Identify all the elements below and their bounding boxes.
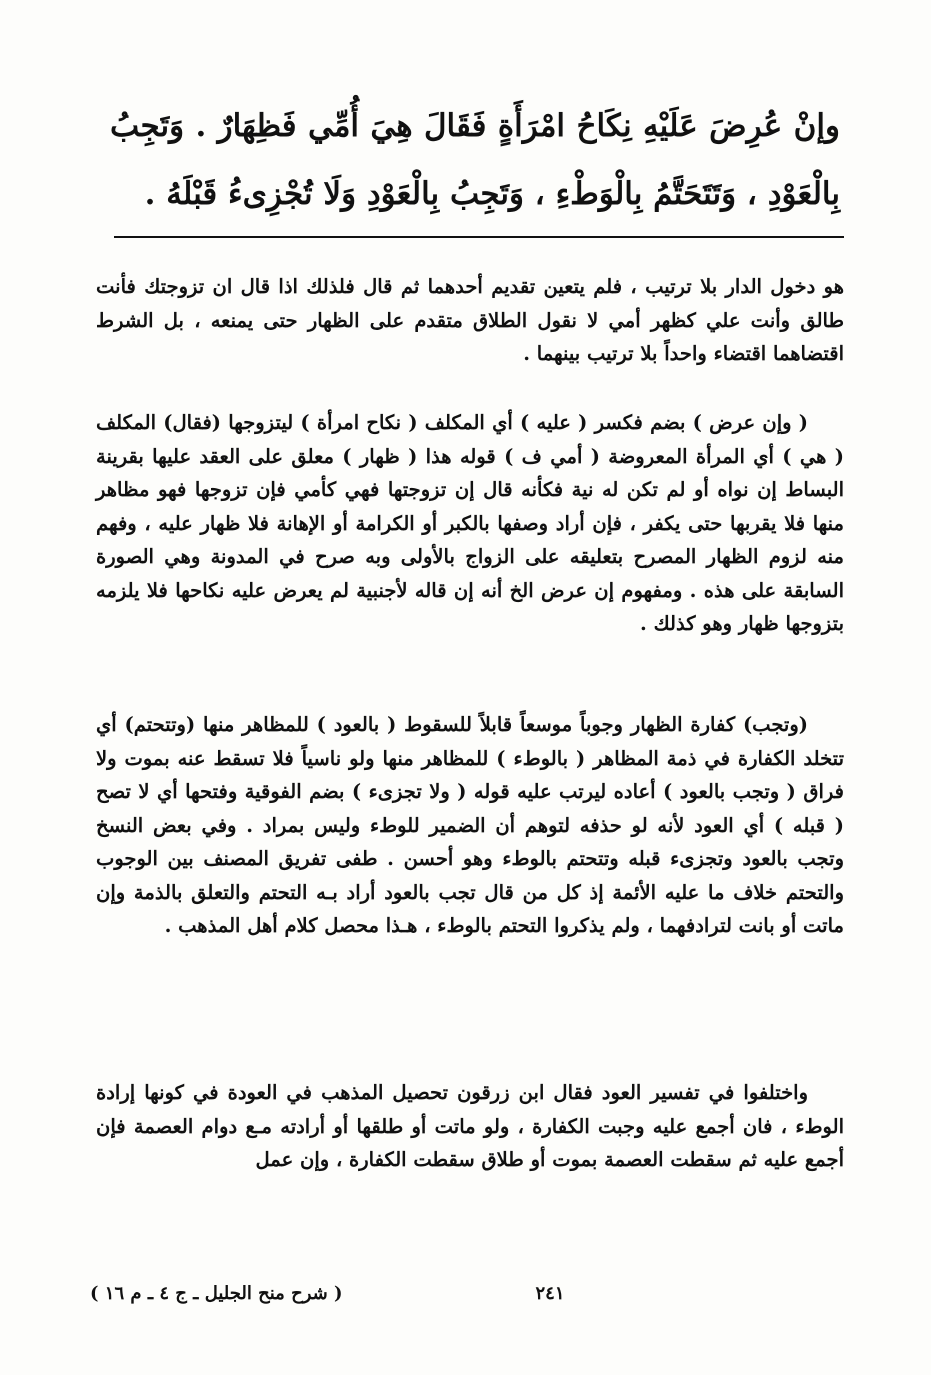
commentary-paragraph: واختلفوا في تفسير العود فقال ابن زرقون تحصيل المذهب في العودة في كونها إرادة الوطء ، فان أجمع عليه وجبت الكفارة ، ولو ماتت أو طلقها أو أرادته مـع دوام العصمة فإن أجمع عليه ثم سقطت العصمة بموت أو طلاق سقطت الكفارة ، وإن عمل xyxy=(96,1081,844,1171)
commentary-body xyxy=(96,270,844,1226)
commentary-paragraph: هو دخول الدار بلا ترتيب ، فلم يتعين تقديم أحدهما ثم قال فلذلك اذا قال ان تزوجتك فأنت طالق وأنت علي كظهر أمي لا نقول الطلاق متقدم على الظهار حتى يمنعه ، بل الشرط اقتضاهما اقتضاء واحداً بلا ترتيب بينهما . xyxy=(96,275,844,365)
page-number: ٢٤١ xyxy=(535,1283,565,1304)
commentary-paragraph: (وتجب) كفارة الظهار وجوباً موسعاً قابلاً للسقوط ( بالعود ) للمظاهر منها (وتتحتم) أي تتخلد الكفارة في ذمة المظاهر ( بالوطء ) للمظاهر منها ولو ناسياً فلا تسقط عنه بموت ولا فراق ( وتجب بالعود ) أعاده ليرتب عليه قوله ( ولا تجزىء ) بضم الفوقية وفتحها أي لا تصح ( قبله ) أي العود لأنه لو حذفه لتوهم أن الضمير للوطء وليس بمراد . وفي بعض النسخ وتجب بالعود وتجزىء قبله وتتحتم بالوطء وهو أحسن . طفى تفريق المصنف بين الوجوب والتحتم خلاف ما عليه الأئمة إذ كل من قال تجب بالعود أراد بـه التحتم والتعلق بالذمة وإن ماتت أو بانت لترادفهما ، ولم يذكروا التحتم بالوطء ، هـذا محصل كلام أهل المذهب . xyxy=(96,713,844,937)
commentary-paragraph: ( وإن عرض ) بضم فكسر ( عليه ) أي المكلف ( نكاح امرأة ) ليتزوجها (فقال) المكلف ( هي ) أي المرأة المعروضة ( أمي ف ) قوله هذا ( ظهار ) معلق على العقد عليها بقرينة البساط إن نواه أو لم تكن له نية فكأنه قال إن تزوجتها فهي كأمي فإن تزوجها فهو مظاهر منها فلا يقربها حتى يكفر ، فإن أراد وصفها بالكبر أو الكرامة أو الإهانة فلا ظهار عليه ، وفهم منه لزوم الظهار المصرح بتعليقه على الزواج بالأولى وبه صرح في المدونة وهي الصورة السابقة على هذه . ومفهوم إن عرض الخ أنه إن قاله لأجنبية لم يعرض عليه نكاحها فلا يلزمه بتزوجها ظهار وهو كذلك . xyxy=(96,411,844,635)
volume-reference: ( شرح منح الجليل ـ ج ٤ ـ م ١٦ ) xyxy=(90,1283,343,1304)
section-divider xyxy=(114,236,844,238)
page-footer xyxy=(90,1283,850,1313)
matn-text: وإنْ عُرِضَ عَلَيْهِ نِكَاحُ امْرَأَةٍ فَقَالَ هِيَ أُمِّي فَظِهَارٌ . وَتَجِبُ بِالْعَوْدِ ، وَتَتَحَتَّمُ بِالْوَطْءِ ، وَتَجِبُ بِالْعَوْدِ وَلَا تُجْزِىءُ قَبْلَهُ . xyxy=(110,108,840,212)
